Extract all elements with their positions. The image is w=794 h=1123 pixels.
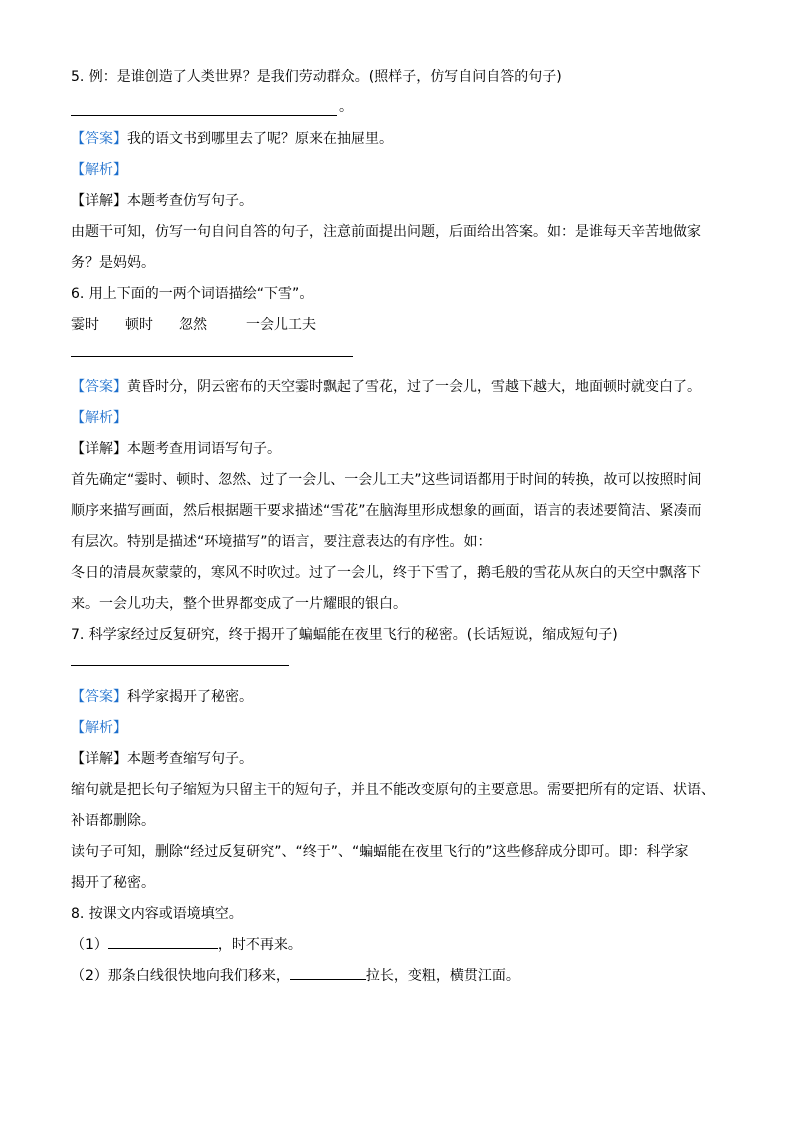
q5-detail-line (71, 186, 723, 217)
q7-detail-tag: 【详解】 (71, 751, 127, 767)
q7-analysis-tag: 【解析】 (71, 720, 127, 736)
q5-blank-line[interactable] (71, 93, 337, 116)
q7-answer-blank (71, 651, 723, 682)
q8-item-1-blank[interactable] (108, 930, 218, 949)
q8-item-2-before: 那条白线很快地向我们移来， (107, 968, 290, 984)
q5-explain-2: 务？是妈妈。 (71, 255, 155, 271)
q5-blank-end: 。 (339, 99, 353, 115)
q8-item-2-number: （2） (71, 968, 108, 984)
q5-detail-tag: 【详解】 (71, 193, 127, 209)
q8-item-1-number: （1） (71, 937, 108, 953)
q6-explain-4: 冬日的清晨灰蒙蒙的，寒风不时吹过。过了一会儿，终于下雪了，鹅毛般的雪花从灰白的天空中飘落下 (71, 565, 701, 581)
document-page (71, 62, 723, 992)
q6-explain-5: 来。一会儿功夫，整个世界都变成了一片耀眼的银白。 (71, 596, 407, 612)
q6-explain-3: 有层次。特别是描述“环境描写”的语言，要注意表达的有序性。如： (71, 534, 492, 550)
q6-detail: 本题考查用词语写句子。 (127, 441, 281, 457)
q6-word: 忽然 (179, 317, 207, 333)
q7-explain-1: 缩句就是把长句子缩短为只留主干的短句子，并且不能改变原句的主要意思。需要把所有的定语、状语、 (71, 782, 715, 798)
q5-answer: 我的语文书到哪里去了呢？原来在抽屉里。 (127, 131, 393, 147)
q6-word: 顿时 (125, 317, 153, 333)
q7-explain-2: 补语都删除。 (71, 813, 155, 829)
q7-answer-line (71, 682, 723, 713)
q6-word: 一会儿工夫 (246, 317, 316, 333)
q6-explain-1: 首先确定“霎时、顿时、忽然、过了一会儿、一会儿工夫”这些词语都用于时间的转换，故可以按照时间 (71, 472, 702, 488)
q6-explain-2: 顺序来描写画面，然后根据题干要求描述“雪花”在脑海里形成想象的画面，语言的表述要简洁、紧凑而 (71, 503, 702, 519)
q5-answer-tag: 【答案】 (71, 131, 127, 147)
q6-question: 6. 用上下面的一两个词语描绘“下雪”。 (71, 286, 314, 302)
q6-blank-line[interactable] (71, 341, 353, 357)
q8-item-1 (71, 930, 723, 961)
q8-item-2 (71, 961, 723, 992)
q7-detail: 本题考查缩写句子。 (127, 751, 253, 767)
q5-answer-blank (71, 93, 723, 124)
q7-question: 7. 科学家经过反复研究，终于揭开了蝙蝠能在夜里飞行的秘密。(长话短说，缩成短句子) (71, 627, 618, 643)
q5-analysis-tag: 【解析】 (71, 162, 127, 178)
q5-question: 5. 例：是谁创造了人类世界？是我们劳动群众。(照样子，仿写自问自答的句子) (71, 69, 562, 85)
q7-answer: 科学家揭开了秘密。 (127, 689, 253, 705)
q8-item-2-after: 拉长，变粗，横贯江面。 (365, 968, 520, 984)
q8-item-1-text: ，时不再来。 (217, 937, 302, 953)
q6-word: 霎时 (71, 317, 99, 333)
q6-detail-line (71, 434, 723, 465)
q7-explain-3: 读句子可知，删除“经过反复研究”、“终于”、“蝙蝠能在夜里飞行的”这些修辞成分即可。即：科学家 (71, 844, 689, 860)
q7-explain-4: 揭开了秘密。 (71, 875, 155, 891)
q8-question: 8. 按课文内容或语境填空。 (71, 906, 243, 922)
q6-detail-tag: 【详解】 (71, 441, 127, 457)
q7-answer-tag: 【答案】 (71, 689, 127, 705)
q5-detail: 本题考查仿写句子。 (127, 193, 253, 209)
q6-word-list (71, 310, 723, 341)
q6-answer-line (71, 372, 723, 403)
q6-answer: 黄昏时分，阴云密布的天空霎时飘起了雪花，过了一会儿，雪越下越大，地面顿时就变白了。 (127, 379, 701, 395)
q6-answer-blank (71, 341, 723, 372)
q6-analysis-tag: 【解析】 (71, 410, 127, 426)
q6-answer-tag: 【答案】 (71, 379, 127, 395)
q5-explain-1: 由题干可知，仿写一句自问自答的句子，注意前面提出问题，后面给出答案。如：是谁每天辛苦地做家 (71, 224, 701, 240)
q7-detail-line (71, 744, 723, 775)
q7-blank-line[interactable] (71, 651, 289, 666)
q5-answer-line (71, 124, 723, 155)
q8-item-2-blank[interactable] (290, 961, 366, 980)
